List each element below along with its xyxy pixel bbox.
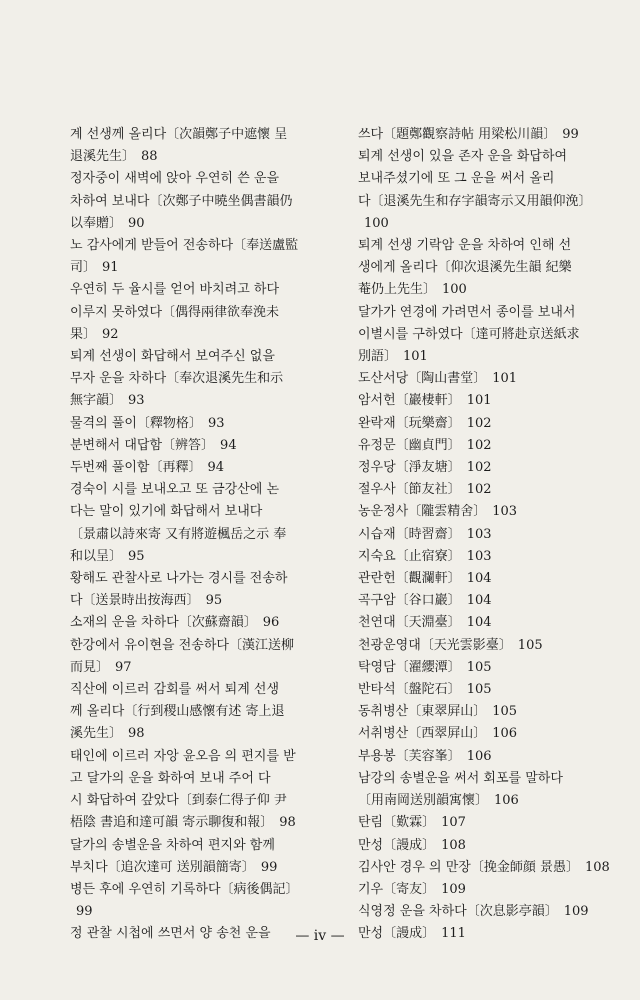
toc-entry-last-line <box>70 590 336 612</box>
toc-entry-text: 이루지 못하였다〔偶得兩律欲奉浼未 <box>70 304 280 320</box>
toc-entry <box>358 857 612 879</box>
toc-entry-text: 도산서당〔陶山書堂〕 <box>358 371 487 387</box>
toc-page-number: 102 <box>466 460 492 476</box>
toc-entry-text: 다〔退溪先生和存字韻寄示又用韻仰浼〕 <box>358 193 592 209</box>
toc-entry <box>358 368 612 390</box>
toc-entry-text: 다〔送景時出按海西〕 <box>70 593 200 609</box>
toc-entry <box>70 457 336 479</box>
toc-entry <box>70 124 336 168</box>
toc-entry-text: 서취병산〔西翠屛山〕 <box>358 726 487 742</box>
toc-page-number: 106 <box>494 793 519 809</box>
toc-entry <box>358 302 612 369</box>
toc-page-number: 111 <box>441 926 466 942</box>
toc-entry-text: 시습재〔時習齋〕 <box>358 526 461 542</box>
toc-entry-text: 탄림〔歎霖〕 <box>358 815 436 831</box>
toc-entry <box>358 479 612 501</box>
toc-entry-text: 병든 후에 우연히 기록하다〔病後偶記〕 <box>70 881 299 897</box>
toc-page-number: 103 <box>466 548 492 564</box>
toc-entry-last-line <box>358 812 612 834</box>
toc-entry-last-line <box>358 901 612 923</box>
toc-right-column <box>358 124 612 946</box>
toc-page-number: 102 <box>466 437 492 453</box>
toc-entry <box>70 435 336 457</box>
toc-entry-text: 생에게 올리다〔仰次退溪先生韻 紀樂 <box>358 260 572 276</box>
toc-entry-last-line <box>70 612 336 634</box>
toc-entry-text: 농운정사〔隴雲精舍〕 <box>358 504 487 520</box>
toc-entry <box>358 546 612 568</box>
toc-entry-text: 동취병산〔東翠屛山〕 <box>358 704 487 720</box>
toc-page-number: 99 <box>562 127 579 142</box>
toc-page-number: 94 <box>220 437 237 453</box>
toc-page-number: 108 <box>441 837 466 853</box>
toc-entry <box>70 568 336 612</box>
toc-entry-text: 別語〕 <box>358 349 398 365</box>
toc-entry-last-line <box>358 879 612 901</box>
toc-entry <box>358 635 612 657</box>
toc-entry-text: 기우〔寄友〕 <box>358 881 436 897</box>
toc-entry-text: 쓰다〔題鄭觀察詩帖 用梁松川韻〕 <box>358 127 557 142</box>
toc-entry <box>358 679 612 701</box>
toc-entry-text: 다는 말이 있기에 화답해서 보내다 <box>70 504 263 520</box>
toc-entry-text: 〔用南岡送別韻寓懷〕 <box>358 793 489 809</box>
toc-entry-text: 두번째 풀이함〔再釋〕 <box>70 460 202 476</box>
toc-entry-text: 달가가 연경에 가려면서 종이를 보내서 <box>358 304 576 320</box>
toc-entry <box>70 746 336 835</box>
toc-entry-last-line <box>358 279 612 301</box>
toc-entry-text: 정자중이 새벽에 앉아 우연히 쓴 운을 <box>70 171 280 187</box>
toc-entry-text: 께 올리다〔行到稷山感懷有述 寄上退 <box>70 704 285 720</box>
toc-entry-text: 암서헌〔巖棲軒〕 <box>358 393 461 409</box>
toc-entry-text: 김사안 경우 의 만장〔挽金師顔 景愚〕 <box>358 859 579 875</box>
toc-entry-text: 정 관찰 시첩에 쓰면서 양 송천 운을 <box>70 926 271 942</box>
toc-entry-last-line <box>358 368 612 390</box>
toc-entry <box>70 635 336 679</box>
toc-page-number: 109 <box>441 881 466 897</box>
toc-entry <box>70 835 336 879</box>
toc-page-number: 107 <box>441 815 466 831</box>
toc-entry-text: 직산에 이르러 감회를 써서 퇴계 선생 <box>70 682 280 698</box>
toc-page-number: 101 <box>466 393 492 409</box>
toc-entry <box>358 146 612 235</box>
toc-entry-text: 차하여 보내다〔次鄭子中曉坐偶書韻仍 <box>70 193 293 209</box>
toc-entry-text: 황해도 관찰사로 나가는 경시를 전송하 <box>70 571 288 587</box>
toc-entry-text: 관란헌〔觀瀾軒〕 <box>358 571 461 587</box>
toc-page-number: 93 <box>128 393 145 409</box>
toc-entry-text: 退溪先生〕 <box>70 149 136 165</box>
toc-entry <box>358 435 612 457</box>
toc-entry <box>358 501 612 523</box>
toc-entry-text: 소재의 운을 차하다〔次蘇齋韻〕 <box>70 615 257 631</box>
toc-entry <box>70 612 336 634</box>
toc-entry <box>358 524 612 546</box>
toc-page-number: 100 <box>442 282 467 298</box>
toc-entry-last-line <box>70 390 336 412</box>
toc-entry <box>358 768 612 812</box>
toc-entry-text: 만성〔謾成〕 <box>358 837 436 853</box>
toc-entry-text: 한강에서 유이현을 전송하다〔漢江送柳 <box>70 637 294 653</box>
toc-page-number: 103 <box>492 504 518 520</box>
toc-entry-text: 분변해서 대답함〔辨答〕 <box>70 437 215 453</box>
toc-entry-last-line <box>70 324 336 346</box>
toc-entry-text: 천연대〔天淵臺〕 <box>358 615 461 631</box>
toc-page-number: 98 <box>128 726 145 742</box>
toc-entry <box>358 457 612 479</box>
toc-page-number: 108 <box>585 859 610 875</box>
toc-entry-text: 菴仍上先生〕 <box>358 282 437 298</box>
toc-entry <box>70 279 336 346</box>
toc-entry-last-line <box>358 612 612 634</box>
toc-entry-last-line <box>358 701 612 723</box>
toc-entry-text: 지숙요〔止宿寮〕 <box>358 548 461 564</box>
toc-entry <box>358 657 612 679</box>
toc-page-number: 105 <box>517 637 543 653</box>
toc-entry-text: 和以呈〕 <box>70 548 123 564</box>
toc-entry-last-line <box>358 390 612 412</box>
toc-page-number: 102 <box>466 482 492 498</box>
toc-entry-text: 곡구암〔谷口巖〕 <box>358 593 461 609</box>
toc-entry-last-line <box>70 857 336 879</box>
toc-entry-text: 절우사〔節友社〕 <box>358 482 461 498</box>
toc-entry <box>70 413 336 435</box>
toc-entry <box>358 413 612 435</box>
toc-entry-last-line <box>358 346 612 368</box>
toc-entry-text: 퇴계 선생이 있을 존자 운을 화답하여 <box>358 149 568 165</box>
toc-entry <box>358 612 612 634</box>
toc-entry-text: 부치다〔追次達可 送別韻簡寄〕 <box>70 859 255 875</box>
toc-entry-text: 경숙이 시를 보내오고 또 금강산에 논 <box>70 482 280 498</box>
toc-entry-text: 노 감사에게 받들어 전송하다〔奉送盧監 <box>70 238 299 254</box>
toc-entry-last-line <box>358 124 612 146</box>
toc-page-number: 88 <box>141 149 158 165</box>
toc-page-number: 100 <box>364 215 389 231</box>
toc-page-number: 99 <box>260 859 278 875</box>
toc-entry <box>358 723 612 745</box>
toc-page-number: 91 <box>102 260 119 276</box>
toc-entry-last-line <box>358 568 612 590</box>
toc-entry <box>70 235 336 279</box>
toc-entry <box>358 124 612 146</box>
toc-entry <box>358 390 612 412</box>
toc-entry-last-line <box>358 479 612 501</box>
toc-entry-last-line <box>358 746 612 768</box>
toc-entry <box>358 901 612 923</box>
toc-entry-last-line <box>358 657 612 679</box>
toc-entry-last-line <box>70 435 336 457</box>
toc-entry-text: 而見〕 <box>70 659 110 675</box>
toc-page-number: 97 <box>115 659 132 675</box>
toc-entry-last-line <box>358 413 612 435</box>
toc-entry-last-line <box>70 146 336 168</box>
toc-page-number: 95 <box>128 548 145 564</box>
toc-entry-text: 물격의 풀이〔釋物格〕 <box>70 415 202 431</box>
toc-entry-text: 司〕 <box>70 260 97 276</box>
toc-entry-text: 以奉贈〕 <box>70 215 123 231</box>
toc-page-number: 92 <box>102 326 119 342</box>
toc-entry <box>70 168 336 235</box>
toc-entry-last-line <box>358 546 612 568</box>
toc-page-number: 104 <box>466 615 492 631</box>
toc-entry <box>70 346 336 413</box>
toc-entry <box>358 701 612 723</box>
toc-page-number: 94 <box>207 460 225 476</box>
toc-entry-last-line <box>70 413 336 435</box>
toc-page-number: 101 <box>492 371 518 387</box>
toc-entry-text: 시 화답하여 갚았다〔到泰仁得子仰 尹 <box>70 793 287 809</box>
toc-entry-text: 식영정 운을 차하다〔次息影亭韻〕 <box>358 904 558 920</box>
toc-page-number: 96 <box>262 615 280 631</box>
toc-entry <box>358 235 612 302</box>
toc-left-column <box>70 124 336 946</box>
toc-entry-text: 남강의 송별운을 써서 회포를 말하다 <box>358 770 563 786</box>
toc-entry-last-line <box>358 590 612 612</box>
toc-page-number: 90 <box>128 215 145 231</box>
toc-page-number: 105 <box>466 682 492 698</box>
toc-entry-last-line <box>358 723 612 745</box>
toc-entry-last-line <box>70 457 336 479</box>
toc-entry <box>70 679 336 746</box>
toc-entry <box>70 879 336 923</box>
toc-entry-text: 〔景肅以詩來寄 又有將遊楓岳之示 奉 <box>70 526 287 542</box>
toc-entry-text: 정우당〔淨友塘〕 <box>358 460 461 476</box>
toc-entry-text: 계 선생께 올리다〔次韻鄭子中遮懷 呈 <box>70 127 288 142</box>
toc-entry-text: 태인에 이르러 자앙 윤오음 의 편지를 받 <box>70 748 296 764</box>
toc-entry-text: 부용봉〔芙容峯〕 <box>358 748 461 764</box>
toc-entry-text: 퇴계 선생 기락암 운을 차하여 인해 선 <box>358 238 572 254</box>
toc-entry-last-line <box>70 657 336 679</box>
toc-entry-text: 果〕 <box>70 326 97 342</box>
toc-page-number: 95 <box>205 593 223 609</box>
toc-entry-last-line <box>70 723 336 745</box>
toc-entry-last-line <box>358 857 612 879</box>
toc-entry-text: 탁영담〔濯纓潭〕 <box>358 659 461 675</box>
toc-entry-last-line <box>358 501 612 523</box>
toc-page-number: 106 <box>492 726 518 742</box>
toc-entry <box>358 746 612 768</box>
toc-entry <box>70 479 336 568</box>
toc-entry-text: 완락재〔玩樂齋〕 <box>358 415 461 431</box>
toc-page-number: 99 <box>76 904 93 920</box>
toc-entry <box>358 568 612 590</box>
toc-entry-text: 달가의 송별운을 차하여 편지와 함께 <box>70 837 275 853</box>
toc-entry-text: 반타석〔盤陀石〕 <box>358 682 461 698</box>
toc-entry-text: 무자 운을 차하다〔奉次退溪先生和示 <box>70 371 284 387</box>
toc-page-number: 106 <box>466 748 492 764</box>
toc-page-number: 93 <box>207 415 225 431</box>
toc-entry-text: 만성〔謾成〕 <box>358 926 436 942</box>
toc-page-number: 105 <box>492 704 518 720</box>
toc-entry-last-line <box>70 546 336 568</box>
toc-entry-text: 이별시를 구하였다〔達可將赴京送紙求 <box>358 326 580 342</box>
toc-entry-text: 溪先生〕 <box>70 726 123 742</box>
toc-entry-last-line <box>358 635 612 657</box>
toc-page-number: 104 <box>466 593 492 609</box>
toc-entry-last-line <box>364 213 612 235</box>
toc-page-number: 103 <box>466 526 492 542</box>
toc-entry-last-line <box>358 679 612 701</box>
toc-entry-last-line <box>70 257 336 279</box>
toc-entry <box>358 812 612 834</box>
toc-entry-text: 無字韻〕 <box>70 393 123 409</box>
toc-entry-last-line <box>358 457 612 479</box>
toc-page-number: 101 <box>403 349 428 365</box>
toc-entry-text: 고 달가의 운을 화하여 보내 주어 다 <box>70 770 271 786</box>
page-number: — iv — <box>295 928 345 944</box>
toc-entry-text: 유정문〔幽貞門〕 <box>358 437 461 453</box>
toc-page-number: 105 <box>466 659 492 675</box>
toc-entry <box>358 879 612 901</box>
toc-entry-last-line <box>76 901 336 923</box>
toc-entry-text: 퇴계 선생이 화답해서 보여주신 없을 <box>70 349 275 365</box>
toc-entry-last-line <box>358 835 612 857</box>
toc-entry-last-line <box>70 213 336 235</box>
toc-entry-last-line <box>358 524 612 546</box>
toc-entry-text: 천광운영대〔天光雲影臺〕 <box>358 637 512 653</box>
toc-entry <box>358 835 612 857</box>
toc-page-number: 109 <box>563 904 589 920</box>
toc-entry-text: 梧陰 書追和達可韻 寄示聊復和報〕 <box>70 815 274 831</box>
toc-entry-last-line <box>358 790 612 812</box>
toc-page-number: 104 <box>466 571 492 587</box>
toc-entry-last-line <box>358 435 612 457</box>
toc-entry-text: 보내주셨기에 또 그 운을 써서 올리 <box>358 171 555 187</box>
toc-entry-text: 우연히 두 율시를 얻어 바치려고 하다 <box>70 282 280 298</box>
toc-page-number: 102 <box>466 415 492 431</box>
toc-entry <box>358 590 612 612</box>
toc-page-number: 98 <box>279 815 296 831</box>
toc-entry-last-line <box>70 812 336 834</box>
